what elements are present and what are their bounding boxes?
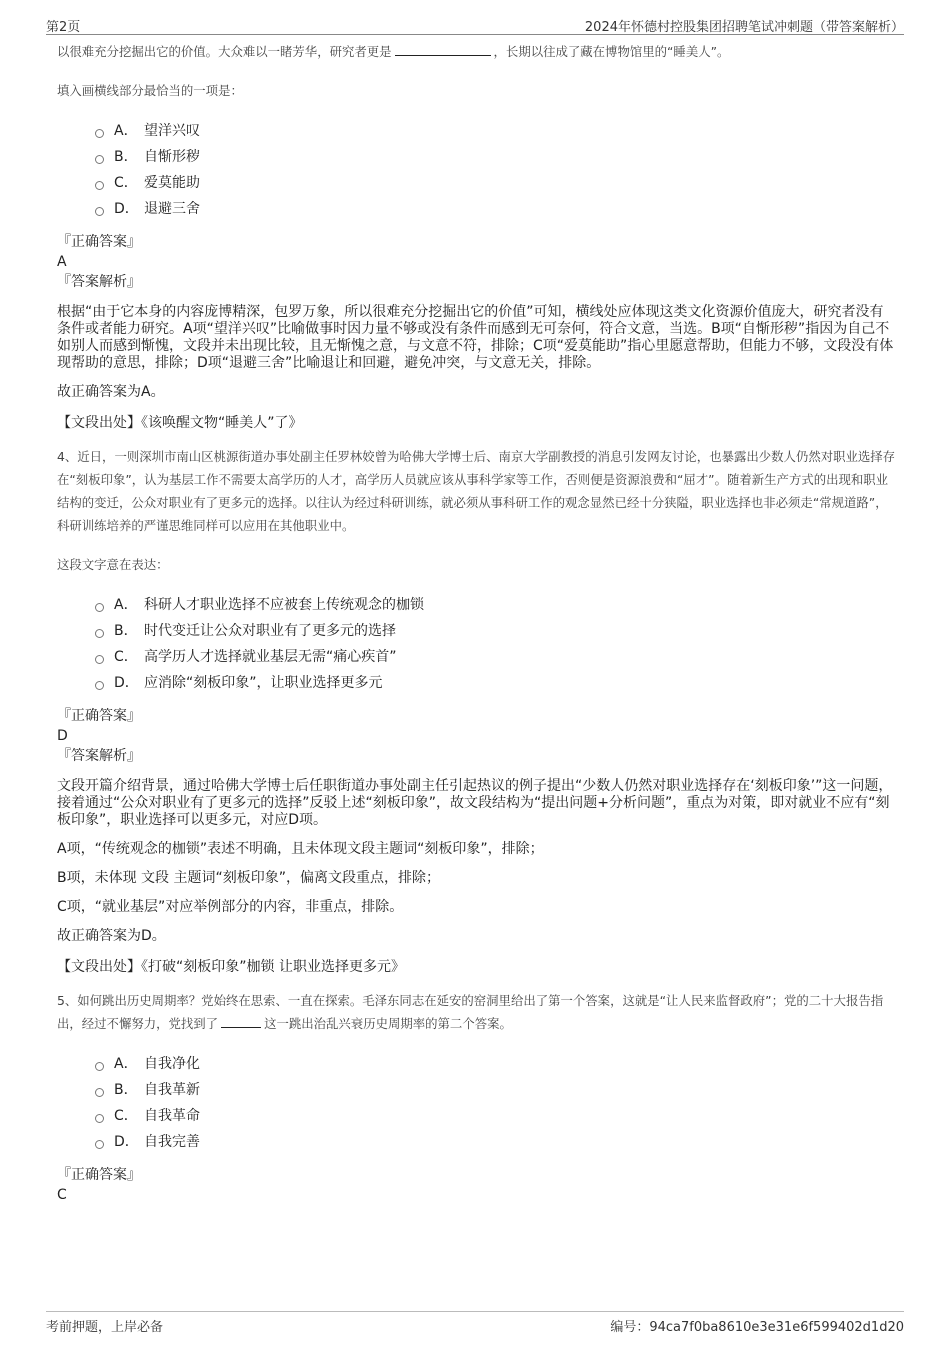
- option-a[interactable]: [95, 1051, 897, 1077]
- stem-text: 以很难充分挖掘出它的价值。大众难以一睹芳华，研究者更是: [57, 44, 392, 59]
- question-prompt: 填入画横线部分最恰当的一项是：: [57, 83, 243, 98]
- analysis-label: 『答案解析』: [57, 748, 141, 764]
- conclusion-text: 故正确答案为A。: [57, 384, 165, 400]
- option-text: 自我净化: [144, 1056, 200, 1072]
- question-stem: 4、近日，一则深圳市南山区桃源街道办事处副主任罗林姣曾为哈佛大学博士后、南京大学副教授的消息引发网友讨论，也暴露出少数人仍然对职业选择存在“刻板印象”，认为基层工作不需要太高学历的人才，高学历人员就应该从事科学家等工作，否则便是资源浪费和“屈才”。随着新生产方式的出现和职业结构的变迁，公众对职业有了更多元的选择。以往认为经过科研训练，就必须从事科研工作的观念显然已经十分狭隘，职业选择也非必须走“常规道路”，科研训练培养的严谨思维同样可以应用在其他职业中。: [57, 449, 896, 533]
- option-text: 望洋兴叹: [144, 123, 200, 139]
- option-text: 应消除“刻板印象”，让职业选择更多元: [144, 675, 383, 691]
- option-letter: B．: [114, 623, 138, 639]
- option-letter: C．: [114, 175, 138, 191]
- radio-icon[interactable]: [95, 181, 104, 190]
- radio-icon[interactable]: [95, 629, 104, 638]
- page-number: 第2页: [46, 20, 81, 35]
- answer-label: 『正确答案』: [57, 708, 141, 724]
- analysis-label: 『答案解析』: [57, 274, 141, 290]
- answer-value: D: [57, 728, 68, 744]
- analysis-note: C项，“就业基层”对应举例部分的内容，非重点，排除。: [57, 899, 404, 915]
- stem-text: ，长期以往成了藏在博物馆里的“睡美人”。: [493, 44, 730, 59]
- page-header: [46, 14, 904, 35]
- option-letter: D．: [114, 675, 139, 691]
- option-text: 退避三舍: [144, 201, 200, 217]
- option-c[interactable]: [95, 1103, 897, 1129]
- option-text: 自我革命: [144, 1108, 200, 1124]
- conclusion-text: 故正确答案为D。: [57, 928, 166, 944]
- answer-label: 『正确答案』: [57, 234, 141, 250]
- option-list: [95, 592, 897, 696]
- analysis-note: A项，“传统观念的枷锁”表述不明确，且未体现文段主题词“刻板印象”，排除；: [57, 841, 544, 857]
- analysis-text: 文段开篇介绍背景，通过哈佛大学博士后任职街道办事处副主任引起热议的例子提出“少数人仍然对职业选择存在‘刻板印象’”这一问题，接着通过“公众对职业有了更多元的选择”反驳上述“刻板印象”，故文段结构为“提出问题+分析问题”，重点为对策，即对就业不应有“刻板印象”，职业选择可以更多元，对应D项。: [57, 778, 893, 828]
- option-c[interactable]: [95, 644, 897, 670]
- option-b[interactable]: [95, 1077, 897, 1103]
- option-letter: B．: [114, 149, 138, 165]
- question-5: [57, 989, 897, 1205]
- option-list: [95, 1051, 897, 1155]
- radio-icon[interactable]: [95, 655, 104, 664]
- footer-slogan: 考前押题，上岸必备: [46, 1320, 164, 1335]
- option-text: 科研人才职业选择不应被套上传统观念的枷锁: [144, 597, 424, 613]
- stem-text: 5、如何跳出历史周期率？党始终在思索、一直在探索。毛泽东同志在延安的窑洞里给出了第一个答案，这就是“让人民来监督政府”；党的二十大报告指出，经过不懈努力，党找到了: [57, 993, 884, 1031]
- option-b[interactable]: [95, 144, 897, 170]
- option-letter: B．: [114, 1082, 138, 1098]
- option-text: 自我革新: [144, 1082, 200, 1098]
- radio-icon[interactable]: [95, 155, 104, 164]
- document-body: [57, 40, 897, 1205]
- analysis-text: 根据“由于它本身的内容庞博精深，包罗万象，所以很难充分挖掘出它的价值”可知，横线处应体现这类文化资源价值庞大，研究者没有条件或者能力研究。A项“望洋兴叹”比喻做事时因力量不够或没有条件而感到无可奈何，符合文意，当选。B项“自惭形秽”指因为自己不如别人而感到惭愧，文段并未出现比较，且无惭愧之意，与文意不符，排除；C项“爱莫能助”指心里愿意帮助，但能力不够，文段没有体现帮助的意思，排除；D项“退避三舍”比喻退让和回避，避免冲突，与文意无关，排除。: [57, 304, 894, 371]
- option-b[interactable]: [95, 618, 897, 644]
- option-letter: C．: [114, 649, 138, 665]
- radio-icon[interactable]: [95, 129, 104, 138]
- option-a[interactable]: [95, 118, 897, 144]
- question-3: [57, 40, 897, 433]
- document-title: 2024年怀德村控股集团招聘笔试冲刺题（带答案解析）: [584, 20, 904, 35]
- answer-value: C: [57, 1187, 67, 1203]
- fill-blank: [221, 1015, 261, 1028]
- option-d[interactable]: [95, 1129, 897, 1155]
- option-list: [95, 118, 897, 222]
- document-id: 编号：94ca7f0ba8610e3e31e6f599402d1d20: [610, 1320, 904, 1335]
- option-letter: A．: [114, 123, 138, 139]
- question-stem: [57, 40, 897, 63]
- option-c[interactable]: [95, 170, 897, 196]
- radio-icon[interactable]: [95, 603, 104, 612]
- option-text: 自我完善: [144, 1134, 200, 1150]
- page-footer: [46, 1311, 904, 1334]
- option-text: 时代变迁让公众对职业有了更多元的选择: [144, 623, 396, 639]
- option-text: 爱莫能助: [144, 175, 200, 191]
- stem-text: 这一跳出治乱兴衰历史周期率的第二个答案。: [264, 1016, 512, 1031]
- answer-value: A: [57, 254, 67, 270]
- option-text: 自惭形秽: [144, 149, 200, 165]
- radio-icon[interactable]: [95, 1062, 104, 1071]
- option-letter: A．: [114, 1056, 138, 1072]
- radio-icon[interactable]: [95, 681, 104, 690]
- radio-icon[interactable]: [95, 1114, 104, 1123]
- option-text: 高学历人才选择就业基层无需“痛心疾首”: [144, 649, 397, 665]
- option-d[interactable]: [95, 670, 897, 696]
- radio-icon[interactable]: [95, 1088, 104, 1097]
- answer-label: 『正确答案』: [57, 1167, 141, 1183]
- question-4: [57, 445, 897, 977]
- option-letter: A．: [114, 597, 138, 613]
- analysis-note: B项，未体现 文段 主题词“刻板印象”，偏离文段重点，排除；: [57, 870, 441, 886]
- radio-icon[interactable]: [95, 1140, 104, 1149]
- radio-icon[interactable]: [95, 207, 104, 216]
- fill-blank: [395, 43, 491, 56]
- question-prompt: 这段文字意在表达：: [57, 557, 169, 572]
- option-letter: C．: [114, 1108, 138, 1124]
- option-a[interactable]: [95, 592, 897, 618]
- option-letter: D．: [114, 201, 139, 217]
- option-d[interactable]: [95, 196, 897, 222]
- source-citation: 【文段出处】《该唤醒文物“睡美人”了》: [57, 415, 303, 431]
- source-citation: 【文段出处】《打破“刻板印象”枷锁 让职业选择更多元》: [57, 959, 405, 975]
- question-stem: [57, 989, 897, 1035]
- option-letter: D．: [114, 1134, 139, 1150]
